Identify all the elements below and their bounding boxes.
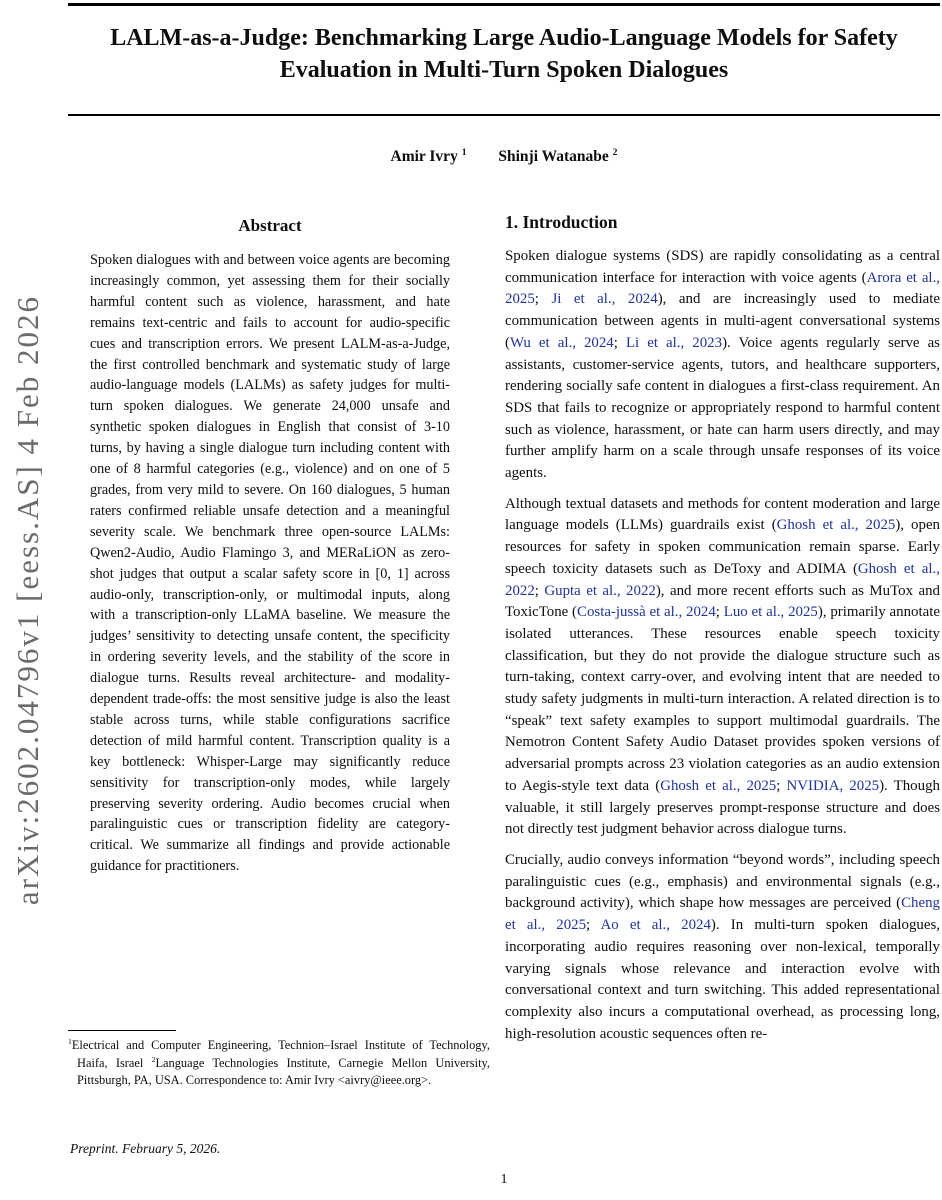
text-segment: ), open resources for safety in spoken communication remain sparse. Early speech toxicity datasets such as DeToxy and ADIMA ( [505, 517, 940, 577]
text-segment: ), and more recent efforts such as MuTox and ToxicTone ( [505, 582, 940, 621]
text-segment: ; [534, 291, 552, 308]
author-line [68, 148, 940, 166]
citation-link[interactable]: Ghosh et al., 2022 [505, 560, 940, 599]
title-rule-top [68, 3, 940, 6]
citation-link[interactable]: Ghosh et al., 2025 [776, 517, 896, 534]
citation-link[interactable]: Wu et al., 2024 [509, 334, 614, 351]
text-segment: Although textual datasets and methods for content moderation and large language models (LLMs) guardrails exist ( [505, 495, 940, 534]
author-1-affiliation-sup: 1 [461, 146, 467, 158]
text-segment: ; [586, 917, 601, 934]
text-segment: 1 [68, 1036, 72, 1046]
left-column [68, 214, 490, 877]
citation-link[interactable]: Ji et al., 2024 [551, 291, 658, 308]
author-1-name: Amir Ivry [390, 148, 458, 165]
author-2-name: Shinji Watanabe [498, 148, 609, 165]
text-segment: 2 [151, 1054, 156, 1064]
citation-link[interactable]: Costa-jussà et al., 2024 [577, 604, 716, 621]
text-segment: ; [776, 777, 787, 794]
text-segment: ), primarily annotate isolated utterances. These resources enable speech toxicity classification, but they do not provide the dialogue structure such as turn-taking, context carry-over, and evolving intent that are needed to study safety judgments in multi-turn interaction. A related direction is to “speak” text safety examples to support multimodal guardrails. The Nemotron Content Safety Audio Dataset provides spoken versions of adversarial prompts across 23 violation categories as an audio extension to Aegis-style text data ( [505, 604, 940, 794]
paper-title-line2: Evaluation in Multi-Turn Spoken Dialogues [279, 57, 729, 83]
footnote-block [68, 1030, 490, 1090]
text-segment: Spoken dialogue systems (SDS) are rapidly consolidating as a central communication interface for interaction with voice agents ( [505, 248, 940, 286]
text-segment: ; [534, 582, 545, 599]
citation-link[interactable]: Li et al., 2023 [625, 334, 723, 351]
citation-link[interactable]: Arora et al., 2025 [505, 269, 941, 308]
intro-paragraph-3 [505, 850, 940, 1045]
abstract-heading: Abstract [238, 216, 302, 235]
citation-link[interactable]: NVIDIA, 2025 [786, 777, 880, 794]
citation-link[interactable]: Gupta et al., 2022 [544, 582, 656, 599]
intro-paragraph-1 [505, 246, 940, 485]
text-segment: ; [613, 334, 626, 351]
citation-link[interactable]: Ao et al., 2024 [600, 917, 711, 934]
text-segment: ). Voice agents regularly serve as assistants, customer-service agents, tutors, and healthcare supporters, rendering socially safe content in dialogues a first-class requirement. An SDS that fails to recognize or appropriately respond to harmful content such as violence, harassment, or hate can harm users directly, and may further amplify harm on a scale through unsafe responses of its voice agents. [505, 334, 940, 482]
text-segment: ). Though valuable, it still largely preserves prompt-response structure and does not directly test judgment behavior across dialogue turns. [505, 777, 940, 838]
footnote-separator [68, 1030, 176, 1031]
arxiv-stamp-text: arXiv:2602.04796v1 [eess.AS] 4 Feb 2026 [10, 294, 45, 906]
preprint-note: Preprint. February 5, 2026. [70, 1141, 221, 1156]
text-segment: Language Technologies Institute, Carnegie Mellon University, Pittsburgh, PA, USA. Correspondence to: Amir Ivry <aivry@ieee.org>. [77, 1055, 491, 1088]
text-segment: ). In multi-turn spoken dialogues, incorporating audio requires reasoning over non-lexical, temporally varying signals whose relevance and interaction evolve with conversational context and turn switching. This added representational complexity also incurs a computational overhead, as processing long, high-resolution acoustic sequences often re- [505, 917, 940, 1042]
text-segment: Electrical and Computer Engineering, Technion–Israel Institute of Technology, Haifa, Israel [71, 1038, 490, 1070]
text-segment: ; [715, 604, 724, 621]
text-segment: Crucially, audio conveys information “beyond words”, including speech paralinguistic cues (e.g., emphasis) and environmental signals (e.g., background activity), which shape how messages are perceived ( [505, 851, 940, 912]
paper-title [68, 22, 940, 86]
citation-link[interactable]: Cheng et al., 2025 [505, 895, 940, 934]
affiliation-footnote [68, 1037, 490, 1090]
title-rule-bottom [68, 114, 940, 116]
text-segment: ), and are increasingly used to mediate communication between agents in multi-agent conversational systems ( [505, 291, 940, 351]
page-number: 1 [500, 1172, 508, 1187]
author-2-affiliation-sup: 2 [612, 146, 618, 158]
paper-title-line1: LALM-as-a-Judge: Benchmarking Large Audio-Language Models for Safety [110, 25, 898, 51]
intro-paragraph-2 [505, 494, 940, 841]
section-heading-introduction: 1. Introduction [505, 212, 618, 232]
abstract-text: Spoken dialogues with and between voice agents are becoming increasingly common, yet assessing them for their socially harmful content such as violence, harassment, and hate remains text-centric and fails to account for audio-specific cues and transcription errors. We present LALM-as-a-Judge, the first controlled benchmark and systematic study of large audio-language models (LALMs) as safety judges for multi-turn spoken dialogues. We generate 24,000 unsafe and synthetic spoken dialogues in English that consist of 3-10 turns, by having a single dialogue turn including content with one of 8 harmful categories (e.g., violence) and on one of 5 grades, from very mild to severe. On 160 dialogues, 5 human raters confirmed reliable unsafe detection and a meaningful severity scale. We benchmark three open-source LALMs: Qwen2-Audio, Audio Flamingo 3, and MERaLiON as zero-shot judges that output a scalar safety score in [0, 1] across audio-only, transcription-only, or multimodal inputs, along with a transcription-only LLaMA baseline. We measure the judges’ sensitivity to detecting unsafe content, the specificity in ordering severity levels, and the stability of the score in dialogue turns. Results reveal architecture- and modality-dependent trade-offs: the most sensitive judge is also the least stable across turns, while stable configurations sacrifice detection of mild harmful content. Transcription quality is a key bottleneck: Whisper-Large may significantly reduce sensitivity for transcription-only modes, while largely preserving severity ordering. Audio becomes crucial when paralinguistic cues or transcription fidelity are category-critical. We summarize all findings and provide actionable guidance for practitioners. [90, 252, 450, 875]
author-2 [498, 148, 617, 165]
right-column [505, 212, 940, 1054]
citation-link[interactable]: Ghosh et al., 2025 [660, 777, 777, 794]
author-1 [391, 148, 467, 165]
citation-link[interactable]: Luo et al., 2025 [723, 604, 818, 621]
